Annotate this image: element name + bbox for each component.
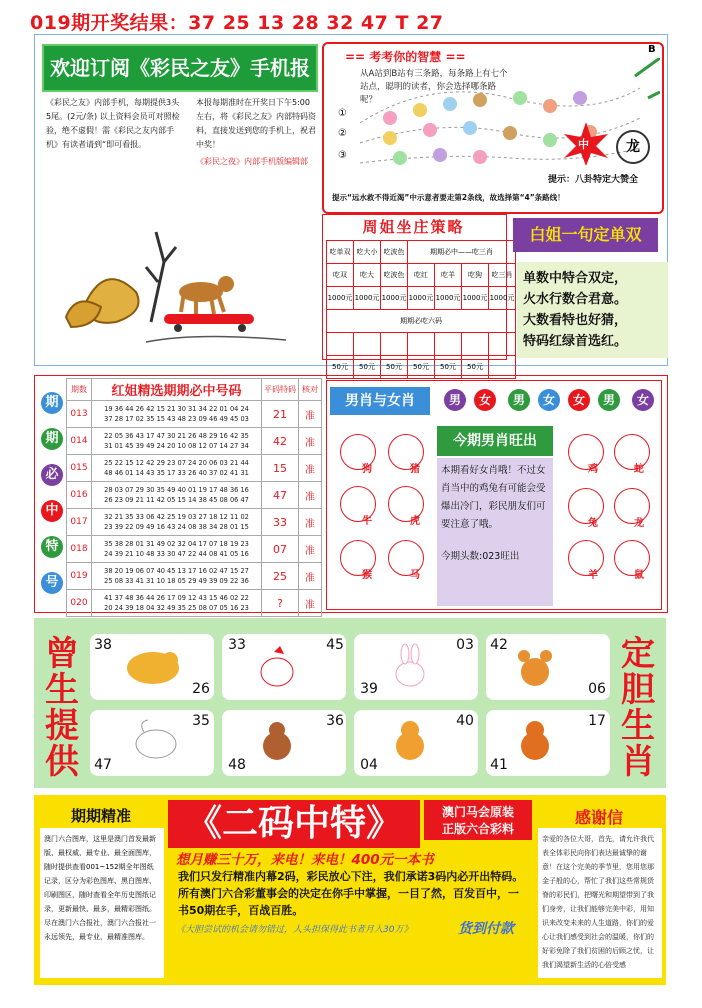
result-header: 019期开奖结果：37 25 13 28 32 47 T 27 (30, 12, 444, 34)
strategy-cell: 吃波色 (381, 264, 408, 287)
welcome-left-text: 《彩民之友》内部手机，每期提供3头5尾。(2元/条) 以上资料会员可对照检验，绝不虚假！需《彩民之友内部手机》有读者请到“即可看报。 (46, 98, 180, 149)
pm-cell: 47 (262, 482, 299, 509)
giveaway-left-text (42, 636, 82, 780)
strategy-table (326, 240, 516, 379)
welcome-banner: 欢迎订阅《彩民之友》手机报 (42, 44, 318, 92)
zodiac-label: 羊 (588, 570, 598, 581)
issue-cell: 020 (67, 590, 92, 617)
dragon-icon (118, 642, 188, 692)
rat-icon (510, 642, 560, 692)
horse-icon (252, 716, 302, 766)
vt-char: 生 (621, 706, 655, 746)
path-number-3: ③ (338, 150, 347, 161)
strategy-cell: 50元 (408, 356, 435, 379)
strategy-cell: 吃单双 (327, 241, 354, 264)
issue-cell: 016 (67, 482, 92, 509)
vt-char: 肖 (621, 742, 655, 782)
welcome-right-text: 本报每期准时在开奖日下午5:00左右，将《彩民之友》内部特码资料，直接发送到您的手机上，祝君中奖！ (196, 98, 316, 149)
gender-circle: 男 (444, 389, 466, 411)
side-char: 号 (41, 572, 63, 594)
strategy-cell: 吃双 (327, 264, 354, 287)
issue-cell: 018 (67, 536, 92, 563)
ball-number: 17 (586, 710, 608, 732)
head-count: 今期头数:023旺出 (441, 551, 520, 562)
strategy-cell: 1000元 (354, 287, 381, 310)
col-header: 平码特码 (262, 379, 299, 401)
zodiac-label: 蛇 (634, 464, 644, 475)
zodiac-rat-icon (614, 540, 650, 576)
number-line: 20 24 39 18 04 32 49 35 25 08 07 05 16 23 (104, 604, 249, 612)
side-char: 特 (41, 536, 63, 558)
number-line: 23 39 22 09 49 16 43 24 08 38 34 28 01 15 (104, 523, 249, 531)
ball-number: 35 (190, 710, 212, 732)
book-body: 我们只发行精准内幕2码，彩民放心下注，我们承诺3码内必开出特码。所有澳门六合彩董事会的决定在你手中掌握，一目了然，百发百中，一书50期在手，百战百胜。 (178, 870, 524, 917)
number-cell (92, 428, 262, 455)
baise-line: 大数看特也好猜， (523, 313, 628, 328)
number-cell (92, 536, 262, 563)
ball-number: 06 (586, 678, 608, 700)
quiz-title: == 考考你的智慧 == (345, 50, 466, 64)
ball-number: 42 (488, 634, 510, 656)
side-char: 期 (41, 392, 63, 414)
strategy-cell: 吃大 (354, 264, 381, 287)
number-line: 37 28 17 02 35 15 43 48 23 09 46 49 45 03 (104, 415, 249, 423)
ball-number: 33 (226, 634, 248, 656)
strategy-title: 周姐坐庄策略 (362, 218, 465, 236)
black-ball (354, 333, 381, 356)
number-line: 25 08 33 41 31 10 18 05 29 49 39 09 22 36 (104, 577, 249, 585)
zodiac-label: 虎 (410, 516, 420, 527)
zodiac-rooster-icon (568, 434, 604, 470)
zodiac-label: 鸡 (588, 464, 598, 475)
gender-title: 男肖与女肖 (330, 387, 430, 415)
chk-cell: 准 (299, 536, 322, 563)
side-char: 必 (41, 464, 63, 486)
quiz-b-label: B (648, 44, 656, 55)
today-text: 本期看好女肖哦！不过女肖当中的鸡兔有可能会受爆出冷门，彩民朋友们可要注意了哦。 (441, 465, 546, 530)
left-title: 期期精准 (70, 807, 131, 825)
table-row (67, 455, 322, 482)
chk-cell: 准 (299, 428, 322, 455)
pm-cell: 25 (262, 563, 299, 590)
pm-cell: 07 (262, 536, 299, 563)
chk-cell: 准 (299, 590, 322, 617)
zodiac-label: 兔 (588, 518, 598, 529)
chk-cell: 准 (299, 563, 322, 590)
chk-cell: 准 (299, 482, 322, 509)
baise-line: 特码红绿首选红。 (523, 334, 628, 349)
goat-icon (126, 716, 186, 766)
table-row (67, 509, 322, 536)
side-char: 中 (41, 500, 63, 522)
strategy-cell: 吃大小 (354, 241, 381, 264)
issue-cell: 019 (67, 563, 92, 590)
black-ball (408, 333, 435, 356)
zodiac-rabbit-icon (568, 488, 604, 524)
number-cell (92, 590, 262, 617)
big-title: 《二码中特》 (168, 800, 420, 848)
strategy-cell: 吃狗 (462, 264, 489, 287)
thanks-text: 亲爱的各位大哥，首先，请允许我代表全体彩民向你们表达最诚挚的谢意！在这个完美的季节里，您用您那金子般的心，帮忙了我们这些常规货脊的彩民们，把曙光和期望带到了我们身旁，让我们能够完美中彩，用知识来改变未来的人生道路，你们的爱心让我们感受到社会的温暖，你们的好彩免除了我们贫困的后顾之忧，让我们渴望新生活的心倍受感 (538, 828, 662, 978)
black-ball (435, 333, 462, 356)
number-cell (92, 482, 262, 509)
zodiac-dragon-icon (614, 488, 650, 524)
black-ball (462, 333, 489, 356)
number-line: 31 01 45 39 49 24 20 10 08 12 07 14 27 34 (104, 442, 249, 450)
vt-char: 曾 (45, 634, 79, 674)
ball-number: 26 (190, 678, 212, 700)
vt-char: 胆 (621, 670, 655, 710)
number-line: 28 03 07 29 30 35 49 40 01 19 17 48 36 16 (104, 486, 249, 494)
quiz-path-diagram (330, 58, 660, 173)
ball-number: 48 (226, 754, 248, 776)
strategy-cell: 50元 (435, 356, 462, 379)
zodiac-goat-icon (568, 540, 604, 576)
today-panel (437, 458, 553, 606)
ball-number: 39 (358, 678, 380, 700)
baise-line: 单数中特合双定， (523, 271, 628, 286)
number-line: 35 38 28 01 31 49 02 32 04 17 07 18 19 23 (104, 540, 249, 548)
number-line: 32 21 35 33 06 42 25 19 03 27 18 12 11 02 (104, 513, 249, 521)
zodiac-label: 牛 (362, 516, 372, 527)
issue-cell: 014 (67, 428, 92, 455)
tiger-icon (385, 716, 435, 766)
issue-cell: 015 (67, 455, 92, 482)
gender-circle: 女 (568, 389, 590, 411)
zodiac-label: 猴 (362, 570, 372, 581)
number-cell (92, 401, 262, 428)
baise-title: 白姐一句定单双 (513, 218, 658, 252)
gender-circle: 男 (598, 389, 620, 411)
rooster-icon (252, 642, 302, 692)
hongjie-table (66, 378, 322, 617)
strategy-cell: 期期必中——吃三肖 (408, 241, 516, 264)
zodiac-snake-icon (614, 434, 650, 470)
number-cell (92, 455, 262, 482)
black-ball (327, 333, 354, 356)
rabbit-icon (385, 642, 435, 692)
strategy-cell: 吃羊 (435, 264, 462, 287)
table-row (67, 428, 322, 455)
footer-note: 《大胆尝试的机会请勿错过，人头担保得此书者月入30万》 (176, 925, 413, 935)
strategy-cell: 1000元 (489, 287, 516, 310)
table-row (67, 536, 322, 563)
zodiac-label: 鼠 (634, 570, 644, 581)
zodiac-label: 龙 (634, 518, 644, 529)
macau-line: 澳门马会原装 (441, 805, 514, 819)
number-line: 41 37 48 36 44 26 17 09 12 43 15 46 02 22 (104, 594, 249, 602)
strategy-cell: 50元 (354, 356, 381, 379)
vt-char: 生 (45, 670, 79, 710)
quiz-note: 提示“远水救不得近渴”中示意者要走第2条线，故选择第“4”条路线！ (332, 193, 565, 202)
number-line: 48 46 01 14 43 35 17 33 26 40 37 02 41 31 (104, 469, 249, 477)
gender-circle: 女 (538, 389, 560, 411)
strategy-cell: 期期必吃六码 (327, 310, 516, 333)
slogan: 想月赚三十万，来电！来电！400元一本书 (176, 852, 434, 868)
col-header: 核对 (299, 379, 322, 401)
number-line: 25 22 15 12 42 29 23 07 24 20 06 03 21 44 (104, 459, 249, 467)
strategy-cell: 吃红 (408, 264, 435, 287)
pm-cell: ? (262, 590, 299, 617)
strategy-cell: 50元 (327, 356, 354, 379)
baise-text (517, 262, 668, 358)
zodiac-label: 猪 (410, 464, 420, 475)
today-title: 今期男肖旺出 (437, 426, 553, 456)
gender-circle: 女 (474, 389, 496, 411)
strategy-cell: 50元 (381, 356, 408, 379)
ball-number: 47 (92, 754, 114, 776)
chk-cell: 准 (299, 401, 322, 428)
cod-label: 货到付款 (458, 921, 514, 937)
ball-number: 38 (92, 634, 114, 656)
strategy-cell: 1000元 (435, 287, 462, 310)
strategy-cell: 吃波色 (381, 241, 408, 264)
strategy-cell: 1000元 (381, 287, 408, 310)
chk-cell: 准 (299, 455, 322, 482)
number-line: 24 39 21 10 48 33 30 47 22 44 08 41 05 16 (104, 550, 249, 558)
pm-cell: 33 (262, 509, 299, 536)
strategy-cell: 1000元 (408, 287, 435, 310)
ball-number: 41 (488, 754, 510, 776)
left-text: 澳门六合图库，这里是澳门首发最新版、最权威、最专业、最全面图库，随时提供查看001~152期全年图纸记录，区分为彩色图库、黑白图库、印刷图区，随时查看全年历史图纸记录，更新最快、最多，最精彩图纸。尽在澳门六合报社，澳门六合报社一永远领先，最专业，最精准图库。 (40, 828, 164, 978)
ball-number: 04 (358, 754, 380, 776)
center-label: 中 (578, 138, 589, 151)
dog-skateboard-illustration (46, 222, 312, 356)
strategy-cell: 1000元 (327, 287, 354, 310)
strategy-cell: 1000元 (462, 287, 489, 310)
vt-char: 提 (45, 706, 79, 746)
table-row (67, 563, 322, 590)
baise-line: 火水行数合君意。 (523, 292, 628, 307)
table-row (67, 482, 322, 509)
ball-number: 45 (324, 634, 346, 656)
pm-cell: 21 (262, 401, 299, 428)
table-row (67, 590, 322, 617)
macau-line: 正版六合彩料 (441, 822, 514, 836)
table-row (67, 401, 322, 428)
number-cell (92, 509, 262, 536)
path-number-1: ① (338, 108, 347, 119)
issue-cell: 013 (67, 401, 92, 428)
zodiac-label: 狗 (362, 464, 372, 475)
side-chars (38, 378, 66, 608)
col-header: 期数 (67, 379, 92, 401)
pm-cell: 42 (262, 428, 299, 455)
giveaway-right-text (618, 636, 658, 780)
gender-circle: 女 (632, 389, 654, 411)
strategy-cell: 50元 (462, 356, 489, 379)
pm-cell: 15 (262, 455, 299, 482)
vt-char: 定 (621, 634, 655, 674)
number-line: 19 36 44 26 42 15 21 30 31 34 22 01 04 24 (104, 405, 249, 413)
number-line: 22 05 36 43 17 47 30 21 26 48 29 16 42 35 (104, 432, 249, 440)
side-char: 期 (41, 428, 63, 450)
dragon-circle: 龙 (616, 130, 650, 164)
issue-cell: 017 (67, 509, 92, 536)
ball-number: 36 (324, 710, 346, 732)
quiz-text: 从A站到B站有三条路，每条路上有七个站点，聪明的读者，你会选择哪条路呢？ (360, 69, 508, 105)
welcome-sign: 《彩民之夜》内部手机版编辑部 (196, 157, 308, 166)
black-ball (381, 333, 408, 356)
strategy-cell: 吃三肖 (489, 264, 516, 287)
col-header: 红姐精选期期必中号码 (92, 379, 262, 401)
path-number-2: ② (338, 128, 347, 139)
chk-cell: 准 (299, 509, 322, 536)
vt-char: 供 (45, 742, 79, 782)
ball-number: 40 (454, 710, 476, 732)
ox-icon (510, 716, 560, 766)
zodiac-label: 马 (410, 570, 420, 581)
ball-number: 03 (454, 634, 476, 656)
number-line: 38 20 19 06 07 40 45 13 17 16 02 47 15 27 (104, 567, 249, 575)
quiz-hint: 提示：八卦特定大赞全 (548, 175, 639, 185)
macau-box (424, 800, 532, 840)
thanks-title: 感谢信 (574, 808, 623, 827)
number-line: 26 23 09 21 11 42 05 15 14 38 45 08 06 47 (104, 496, 249, 504)
gender-circle: 男 (508, 389, 530, 411)
number-cell (92, 563, 262, 590)
